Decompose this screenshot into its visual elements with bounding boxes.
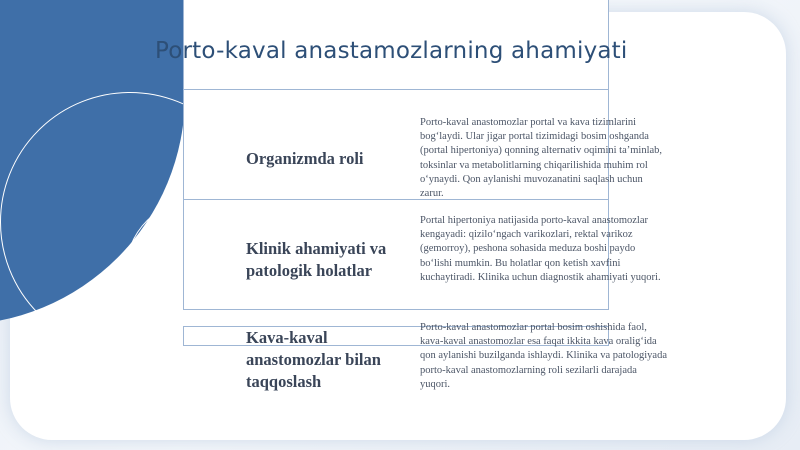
row-text-clinical: Portal hipertoniya natijasida porto-kaval anastomozlar kengayadi: qizilo‘ngach varikozlari, rektal varikoz (gemorroy), peshona sohasida meduza boshi paydo bo‘lishi mumkin. Bu holatlar qon ketish xavfini kuchaytiradi. Klinika uchun diagnostik ahamiyati yuqori. <box>420 215 661 283</box>
row-text-comparison: Porto-kaval anastomozlar portal bosim oshishida faol, kava-kaval anastomozlar esa faqat ikkita kava oralig‘ida qon aylanishi buzilganda ishlaydi. Klinika va patologiyada porto-kaval anastomozlarning roli sezilarli darajada yuqori. <box>420 322 667 390</box>
row-heading-comparison: Kava-kaval anastomozlar bilan taqqoslash <box>246 328 381 391</box>
row-heading-clinical: Klinik ahamiyati va patologik holatlar <box>246 239 387 280</box>
row-text-role: Porto-kaval anastomozlar portal va kava tizimlarini bog‘laydi. Ular jigar portal tizimidagi bosim oshganda (portal hipertoniya) qonning alternativ oqimini ta’minlab, toksinlar va metabolitlarning chiqarilishida muhim rol o‘ynaydi. Qon aylanishi muvozanatini saqlash uchun zarur. <box>420 117 663 200</box>
row-heading-role: Organizmda roli <box>246 149 364 168</box>
slide-title: Porto-kaval anastamozlarning ahamiyati <box>155 38 628 64</box>
